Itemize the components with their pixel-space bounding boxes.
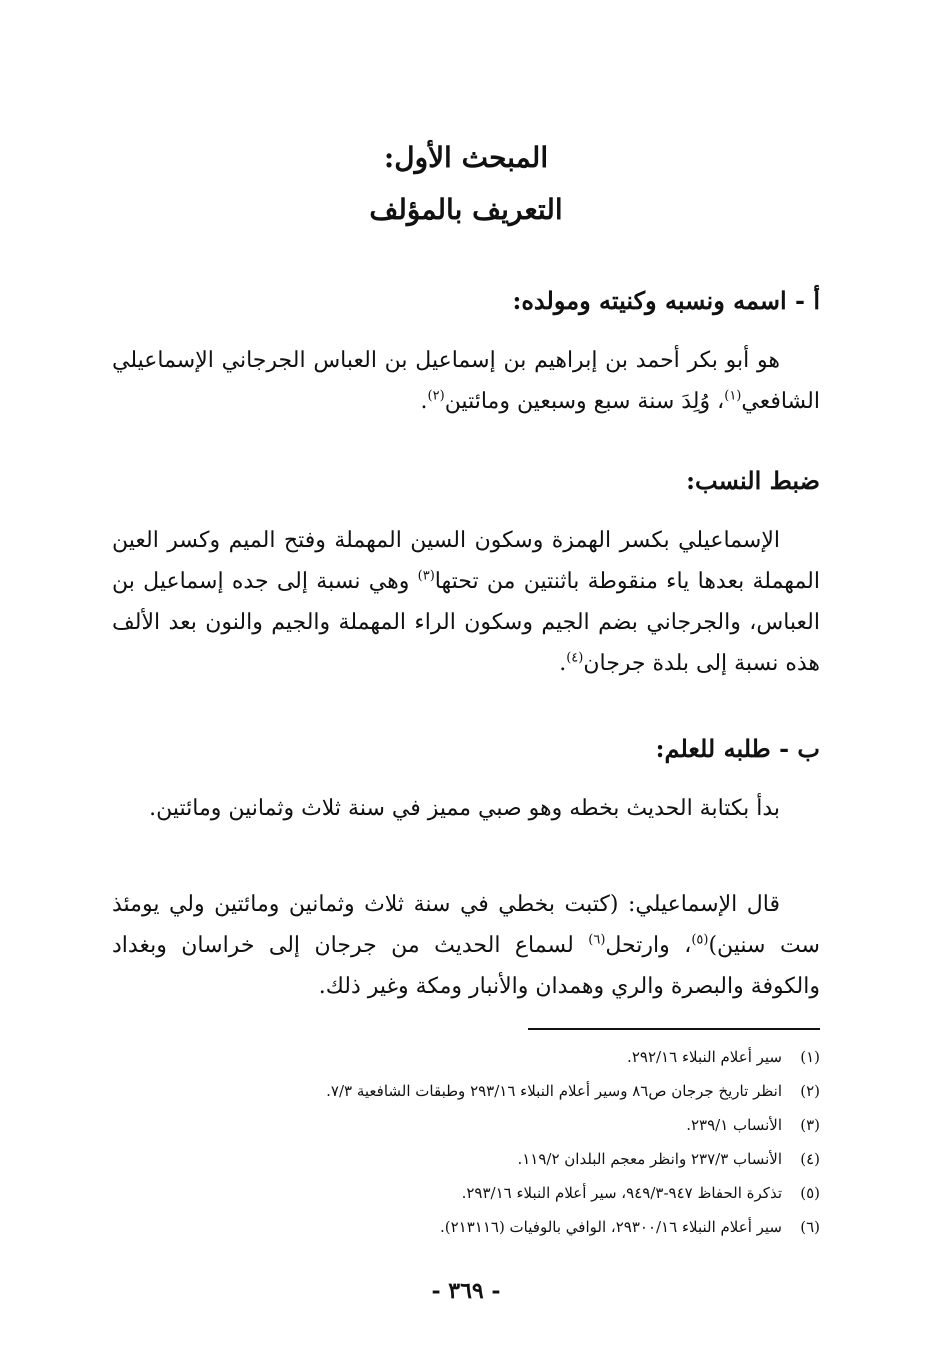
paragraph-name-end: . — [420, 389, 428, 414]
page-number: - ٣٦٩ - — [431, 1278, 501, 1304]
footnote-ref-3[interactable]: (٣) — [417, 568, 435, 584]
footnote-number: (٥) — [800, 1184, 820, 1202]
footnote-item — [112, 1176, 820, 1210]
footnote-item — [112, 1074, 820, 1108]
footnote-separator — [528, 1028, 820, 1030]
footnote-item — [112, 1108, 820, 1142]
footnote-ref-2[interactable]: (٢) — [427, 388, 445, 404]
footnote-ref-6[interactable]: (٦) — [588, 932, 606, 948]
footnote-item — [112, 1142, 820, 1176]
heading-seeking-knowledge: ب - طلبه للعلم: — [655, 734, 820, 763]
footnote-number: (١) — [800, 1048, 820, 1066]
paragraph-name — [112, 340, 820, 422]
paragraph-quote-travel — [112, 884, 820, 1007]
paragraph-travel-text: ، وارتحل — [605, 933, 692, 958]
footnote-number: (٦) — [800, 1218, 820, 1236]
footnote-ref-5[interactable]: (٥) — [691, 932, 709, 948]
paragraph-travel-text-end: لسماع الحديث من جرجان إلى خراسان وبغداد والكوفة والبصرة والري وهمدان والأنبار ومكة وغير ذلك. — [112, 933, 820, 999]
footnote-number: (٤) — [800, 1150, 820, 1168]
footnote-text: سير أعلام النبلاء ٢٩٣٠٠/١٦، الوافي بالوفيات (٢١٣١١٦). — [439, 1218, 782, 1236]
paragraph-lineage-end: . — [559, 651, 567, 676]
heading-lineage-spelling: ضبط النسب: — [686, 466, 820, 495]
footnote-ref-1[interactable]: (١) — [724, 388, 742, 404]
footnote-text: الأنساب ٢٣٩/١. — [686, 1116, 782, 1134]
paragraph-lineage-text-2: وهي نسبة إلى جده إسماعيل بن العباس، والجرجاني بضم الجيم وسكون الراء المهملة والجيم والنون بعد الألف هذه نسبة إلى بلدة جرجان — [112, 569, 820, 676]
book-page — [112, 0, 820, 1364]
footnote-text: الأنساب ٢٣٧/٣ وانظر معجم البلدان ١١٩/٢. — [517, 1150, 782, 1168]
footnotes-list — [112, 1040, 820, 1244]
paragraph-began-writing — [112, 788, 820, 829]
footnote-number: (٣) — [800, 1116, 820, 1134]
footnote-item — [112, 1040, 820, 1074]
paragraph-quote-text: قال الإسماعيلي: (كتبت بخطي في سنة ثلاث وثمانين ومائتين ولي يومئذ ست سنين) — [112, 892, 820, 958]
paragraph-lineage — [112, 520, 820, 684]
footnote-text: تذكرة الحفاظ ٩٤٧-٩٤٩/٣، سير أعلام النبلاء ٢٩٣/١٦. — [461, 1184, 782, 1202]
footnote-item — [112, 1210, 820, 1244]
footnote-number: (٢) — [800, 1082, 820, 1100]
paragraph-name-text-mid: ، وُلِدَ سنة سبع وسبعين ومائتين — [444, 389, 725, 414]
paragraph-name-text: هو أبو بكر أحمد بن إبراهيم بن إسماعيل بن العباس الجرجاني الإسماعيلي الشافعي — [112, 348, 820, 414]
section-title: المبحث الأول: — [383, 141, 549, 174]
heading-name-lineage: أ - اسمه ونسبه وكنيته ومولده: — [512, 286, 820, 315]
section-subtitle: التعريف بالمؤلف — [369, 193, 563, 226]
footnote-ref-4[interactable]: (٤) — [566, 650, 584, 666]
footnote-text: سير أعلام النبلاء ٢٩٢/١٦. — [627, 1048, 782, 1066]
paragraph-lineage-text-1: الإسماعيلي بكسر الهمزة وسكون السين المهملة وفتح الميم وكسر العين المهملة بعدها ياء منقوطة باثنتين من تحتها — [112, 528, 820, 594]
paragraph-began-writing-text: بدأ بكتابة الحديث بخطه وهو صبي مميز في سنة ثلاث وثمانين ومائتين. — [149, 796, 780, 821]
footnote-text: انظر تاريخ جرجان ص٨٦ وسير أعلام النبلاء ٢٩٣/١٦ وطبقات الشافعية ٧/٣. — [326, 1082, 782, 1100]
